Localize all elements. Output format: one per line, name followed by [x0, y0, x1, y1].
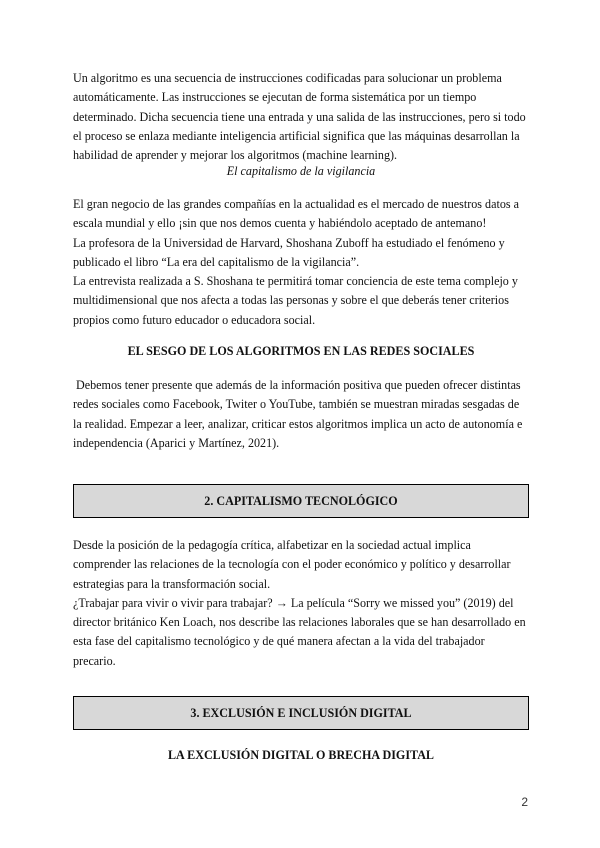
text-line: determinado. Dicha secuencia tiene una entrada y una salida de las instrucciones, pero si todo — [73, 109, 526, 124]
text-line: el proceso se enlaza mediante inteligencia artificial significa que las máquinas desarrollan la — [73, 128, 520, 143]
text-line: La entrevista realizada a S. Shoshana te permitirá tomar conciencia de este tema complejo y — [73, 274, 518, 289]
text-line: Un algoritmo es una secuencia de instrucciones codificadas para solucionar un problema — [73, 71, 502, 85]
text-line: director británico Ken Loach, nos describe las relaciones laborales que se han desarrollado en — [73, 615, 526, 630]
heading-algorithm-bias: EL SESGO DE LOS ALGORITMOS EN LAS REDES SOCIALES — [127, 344, 475, 358]
text-line: Desde la posición de la pedagogía crítica, alfabetizar en la sociedad actual implica — [73, 538, 471, 552]
paragraph-surveillance-capitalism — [73, 195, 529, 330]
section-heading-technological-capitalism — [73, 484, 529, 518]
text-line: multidimensional que nos afecta a todas las personas y sobre el que deberás tener criterios — [73, 293, 509, 308]
text-line: precario. — [73, 653, 116, 668]
section-heading-label: 2. CAPITALISMO TECNOLÓGICO — [204, 493, 398, 508]
text-line: propios como futuro educador o educadora social. — [73, 312, 316, 327]
text-line: esta fase del capitalismo tecnológico y de qué manera afectan a la vida del trabajador — [73, 634, 485, 649]
text-line: escala mundial y ello ¡sin que nos demos cuenta y habiéndolo aceptado de antemano! — [73, 216, 487, 231]
text-line: independencia (Aparici y Martínez, 2021). — [73, 435, 280, 450]
text-line: publicado el libro “La era del capitalismo de la vigilancia”. — [73, 254, 360, 269]
text-line: ¿Trabajar para vivir o vivir para trabajar? → La película “Sorry we missed you” (2019) del — [73, 595, 514, 610]
text-line: automáticamente. Las instrucciones se ejecutan de forma sistemática por un tiempo — [73, 90, 477, 105]
page-number: 2 — [521, 795, 528, 809]
text-line: estrategias para la transformación social. — [73, 576, 271, 591]
text-line: El gran negocio de las grandes compañías en la actualidad es el mercado de nuestros datos a — [73, 197, 519, 211]
section-heading-label: 3. EXCLUSIÓN E INCLUSIÓN DIGITAL — [190, 705, 412, 720]
text-line: Debemos tener presente que además de la información positiva que pueden ofrecer distintas — [73, 378, 521, 392]
text-line: comprender las relaciones de la tecnología con el poder económico y político y desarrollar — [73, 557, 511, 572]
text-line: habilidad de aprender y mejorar los algoritmos (machine learning). — [73, 148, 398, 163]
paragraph-technological-capitalism — [73, 536, 529, 671]
heading-digital-gap: LA EXCLUSIÓN DIGITAL O BRECHA DIGITAL — [167, 748, 434, 762]
caption-surveillance-capitalism: El capitalismo de la vigilancia — [226, 164, 376, 178]
paragraph-algorithm-bias — [73, 376, 529, 453]
text-line: redes sociales como Facebook, Twiter o YouTube, también se muestran miradas sesgadas de — [73, 397, 520, 412]
text-line: La profesora de la Universidad de Harvard, Shoshana Zuboff ha estudiado el fenómeno y — [73, 235, 505, 250]
text-line: la realidad. Empezar a leer, analizar, criticar estos algoritmos implica un acto de autonomía e — [73, 416, 523, 431]
paragraph-algorithm-definition — [73, 69, 529, 165]
section-heading-digital-inclusion — [73, 696, 529, 730]
